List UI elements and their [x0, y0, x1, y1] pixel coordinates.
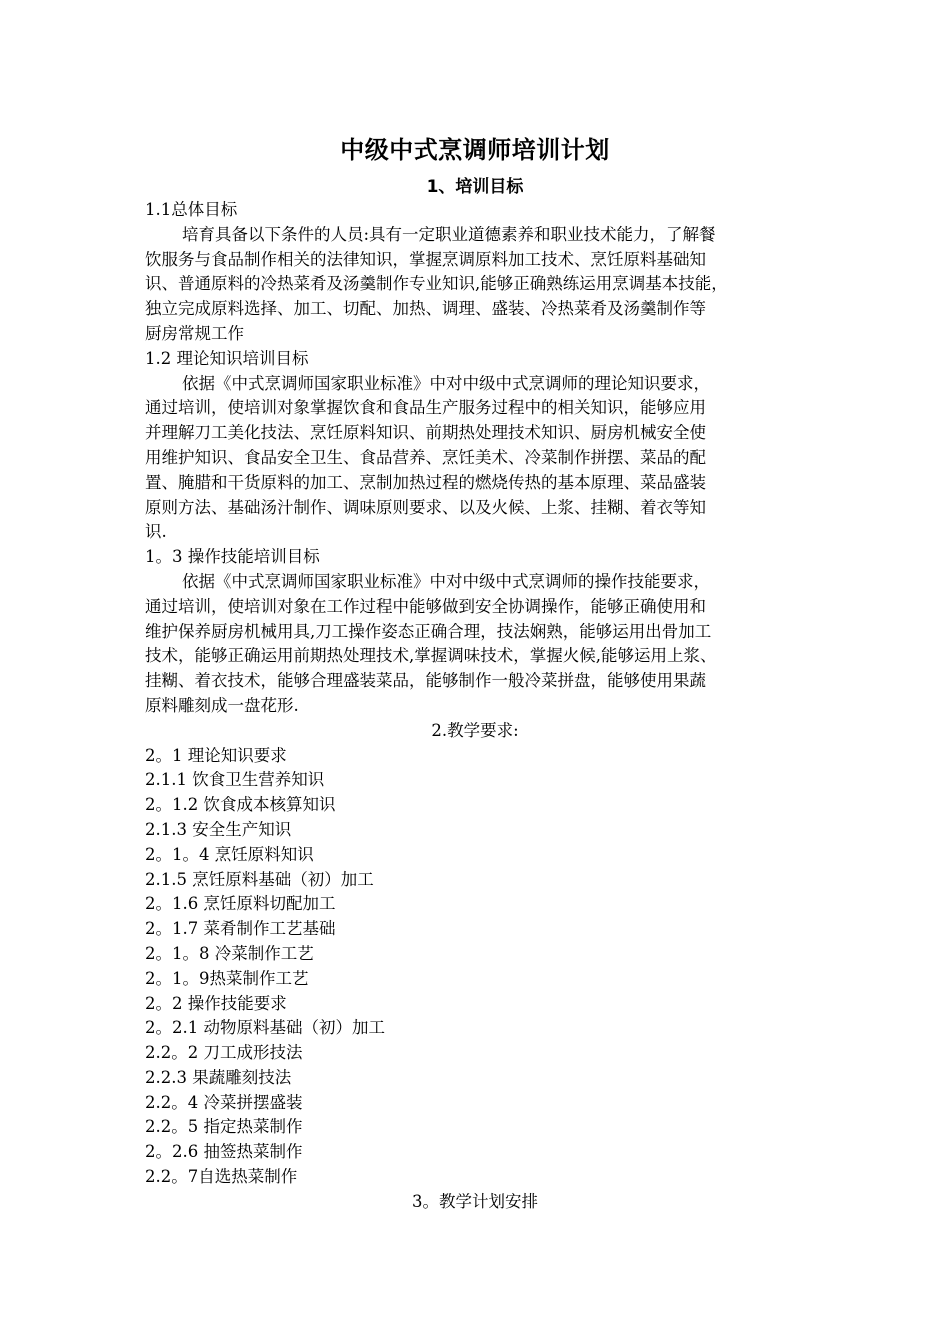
subsection-2-1-heading: 2。1 理论知识要求 [145, 745, 287, 765]
document-body [145, 198, 827, 1215]
document-title: 中级中式烹调师培训计划 [340, 136, 610, 164]
subsection-1-1-heading: 1.1总体目标 [145, 200, 238, 219]
paragraph-line: 用维护知识、食品安全卫生、食品营养、烹饪美术、冷菜制作拼摆、菜品的配 [145, 447, 706, 467]
list-item: 2.2。5 指定热菜制作 [145, 1117, 303, 1137]
list-item: 2.1.3 安全生产知识 [145, 819, 292, 839]
list-item: 2.1.1 饮食卫生营养知识 [145, 770, 325, 790]
list-item: 2.2。2 刀工成形技法 [145, 1043, 303, 1063]
list-item: 2。1.7 菜肴制作工艺基础 [145, 919, 336, 939]
paragraph-line: 通过培训，使培训对象在工作过程中能够做到安全协调操作，能够正确使用和 [145, 596, 706, 616]
list-item: 2.2.3 果蔬雕刻技法 [145, 1067, 292, 1087]
paragraph-line: 技术，能够正确运用前期热处理技术,掌握调味技术，掌握火候,能够运用上浆、 [145, 646, 717, 666]
list-item: 2。1。9热菜制作工艺 [145, 968, 309, 988]
list-item: 2.2。7自选热菜制作 [145, 1167, 298, 1187]
section-1-heading: 1、培训目标 [426, 177, 524, 197]
paragraph-line: 依据《中式烹调师国家职业标准》中对中级中式烹调师的操作技能要求， [182, 571, 710, 591]
paragraph-line: 厨房常规工作 [145, 323, 244, 343]
list-item: 2。1。4 烹饪原料知识 [145, 844, 314, 864]
list-item: 2。2.1 动物原料基础（初）加工 [145, 1018, 385, 1038]
paragraph-line: 通过培训，使培训对象掌握饮食和食品生产服务过程中的相关知识，能够应用 [145, 398, 706, 418]
paragraph-line: 维护保养厨房机械用具,刀工操作姿态正确合理，技法娴熟，能够运用出骨加工 [145, 621, 712, 641]
list-item: 2。1.6 烹饪原料切配加工 [145, 894, 336, 914]
list-item: 2。1.2 饮食成本核算知识 [145, 795, 336, 815]
paragraph-line: 依据《中式烹调师国家职业标准》中对中级中式烹调师的理论知识要求， [182, 373, 710, 393]
paragraph-line: 识. [145, 522, 167, 542]
subsection-1-2-heading: 1.2 理论知识培训目标 [145, 348, 309, 368]
section-3-heading: 3。教学计划安排 [412, 1191, 538, 1211]
paragraph-line: 独立完成原料选择、加工、切配、加热、调理、盛装、冷热菜肴及汤羹制作等 [145, 299, 706, 319]
paragraph-line: 原料雕刻成一盘花形. [145, 695, 299, 715]
paragraph-line: 置、腌腊和干货原料的加工、烹制加热过程的燃烧传热的基本原理、菜品盛装 [145, 472, 706, 492]
subsection-1-3-heading: 1。3 操作技能培训目标 [145, 547, 320, 567]
list-item: 2.1.5 烹饪原料基础（初）加工 [145, 869, 374, 889]
paragraph-line: 识、普通原料的冷热菜肴及汤羹制作专业知识,能够正确熟练运用烹调基本技能， [145, 274, 728, 294]
paragraph-line: 并理解刀工美化技法、烹饪原料知识、前期热处理技术知识、厨房机械安全使 [145, 423, 706, 443]
list-item: 2.2。4 冷菜拼摆盛装 [145, 1092, 303, 1112]
paragraph-line: 原则方法、基础汤汁制作、调味原则要求、以及火候、上浆、挂糊、着衣等知 [145, 497, 706, 517]
list-item: 2。2.6 抽签热菜制作 [145, 1142, 303, 1162]
paragraph-line: 培育具备以下条件的人员:具有一定职业道德素养和职业技术能力，了解餐 [182, 224, 716, 244]
paragraph-line: 饮服务与食品制作相关的法律知识，掌握烹调原料加工技术、烹饪原料基础知 [145, 249, 706, 269]
subsection-2-2-heading: 2。2 操作技能要求 [145, 993, 287, 1013]
section-2-heading: 2.教学要求: [431, 720, 519, 740]
list-item: 2。1。8 冷菜制作工艺 [145, 943, 314, 963]
paragraph-line: 挂糊、着衣技术，能够合理盛装菜品，能够制作一般冷菜拼盘，能够使用果蔬 [145, 671, 706, 691]
